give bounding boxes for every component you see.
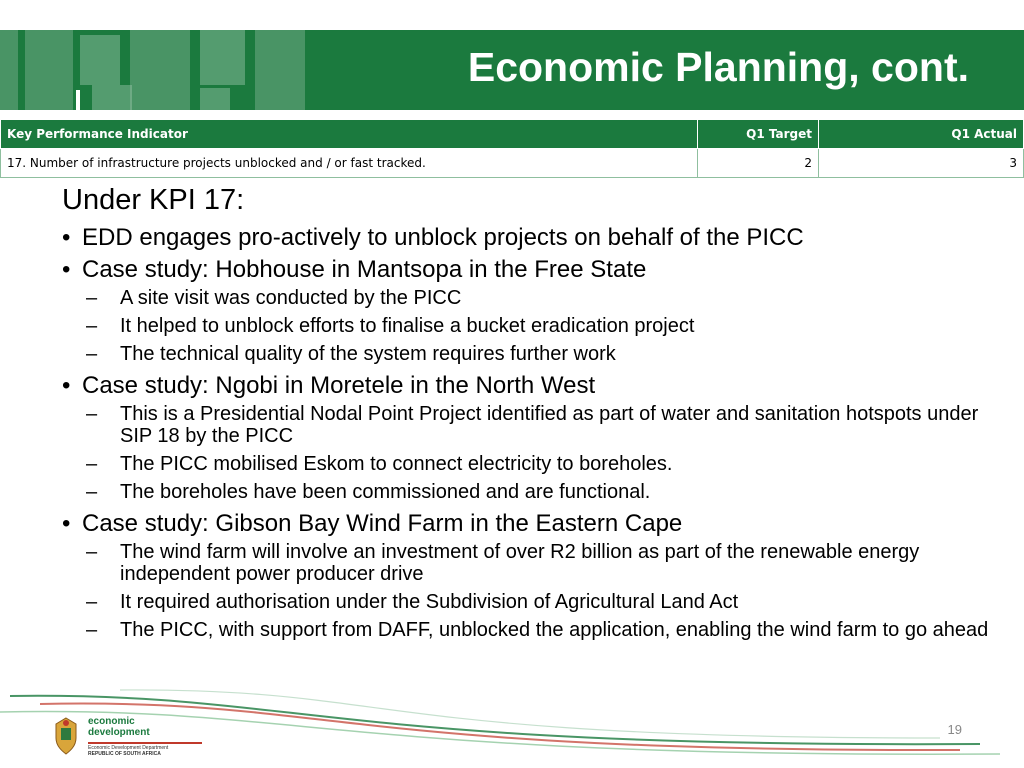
sub-bullet-item: – A site visit was conducted by the PICC [86,287,462,309]
coat-of-arms-icon [52,716,80,756]
sub-bullet-text: A site visit was conducted by the PICC [120,287,462,309]
column-header-kpi: Key Performance Indicator [1,120,698,149]
sub-bullet-item: – The PICC, with support from DAFF, unblocked the application, enabling the wind farm to go ahead [86,619,989,641]
table-cell-kpi: 17. Number of infrastructure projects unblocked and / or fast tracked. [1,149,698,178]
edd-logo [52,712,202,762]
sub-bullet-text: It helped to unblock efforts to finalise a bucket eradication project [120,315,695,337]
logo-subtext: Economic Development Department REPUBLIC OF SOUTH AFRICA [88,745,169,757]
sub-bullet-item: – This is a Presidential Nodal Point Project identified as part of water and sanitation hotspots under SIP 18 by the PICC [86,403,979,447]
column-header-q1-target: Q1 Target [698,120,819,149]
slide-title: Economic Planning, cont. [467,44,969,90]
sub-bullet-text: The wind farm will involve an investment of over R2 billion as part of the renewable energy independent power producer drive [120,541,920,585]
table-header-row [1,120,1024,149]
sub-bullet-text: The boreholes have been commissioned and are functional. [120,481,651,503]
bullet-item: • Case study: Ngobi in Moretele in the North West [62,372,596,399]
kpi-table [0,119,1024,178]
sub-bullet-text: The PICC, with support from DAFF, unblocked the application, enabling the wind farm to go ahead [120,619,989,641]
sub-bullet-item: – The PICC mobilised Eskom to connect electricity to boreholes. [86,453,673,475]
logo-text: economic development [88,716,150,738]
bullet-text: Case study: Ngobi in Moretele in the North West [82,372,596,399]
sub-bullet-item: – The wind farm will involve an investment of over R2 billion as part of the renewable energy independent power producer drive [86,541,920,585]
table-cell-q1-target: 2 [698,149,819,178]
bullet-item: • Case study: Hobhouse in Mantsopa in the Free State [62,256,647,283]
bullet-item: • EDD engages pro-actively to unblock projects on behalf of the PICC [62,224,804,251]
banner-accent [76,90,80,110]
bullet-text: Case study: Gibson Bay Wind Farm in the Eastern Cape [82,510,683,537]
table-row [1,149,1024,178]
table-cell-q1-actual: 3 [819,149,1024,178]
sub-bullet-text: The PICC mobilised Eskom to connect electricity to boreholes. [120,453,673,475]
sub-bullet-item: – The boreholes have been commissioned and are functional. [86,481,651,503]
sub-bullet-item: – It required authorisation under the Subdivision of Agricultural Land Act [86,591,739,613]
sub-bullet-text: It required authorisation under the Subdivision of Agricultural Land Act [120,591,739,613]
sub-bullet-item: – The technical quality of the system requires further work [86,343,616,365]
page-number: 19 [947,722,962,737]
sub-bullet-item: – It helped to unblock efforts to finalise a bucket eradication project [86,315,695,337]
bullet-item: • Case study: Gibson Bay Wind Farm in the Eastern Cape [62,510,683,537]
logo-rule [88,742,202,744]
bullet-text: EDD engages pro-actively to unblock projects on behalf of the PICC [82,224,804,251]
bullet-text: Case study: Hobhouse in Mantsopa in the Free State [82,256,647,283]
sub-bullet-text: This is a Presidential Nodal Point Project identified as part of water and sanitation hotspots under SIP 18 by the PICC [120,403,979,447]
column-header-q1-actual: Q1 Actual [819,120,1024,149]
sub-bullet-text: The technical quality of the system requires further work [120,343,616,365]
slide-body [62,184,1002,647]
body-heading: Under KPI 17: [62,184,245,216]
